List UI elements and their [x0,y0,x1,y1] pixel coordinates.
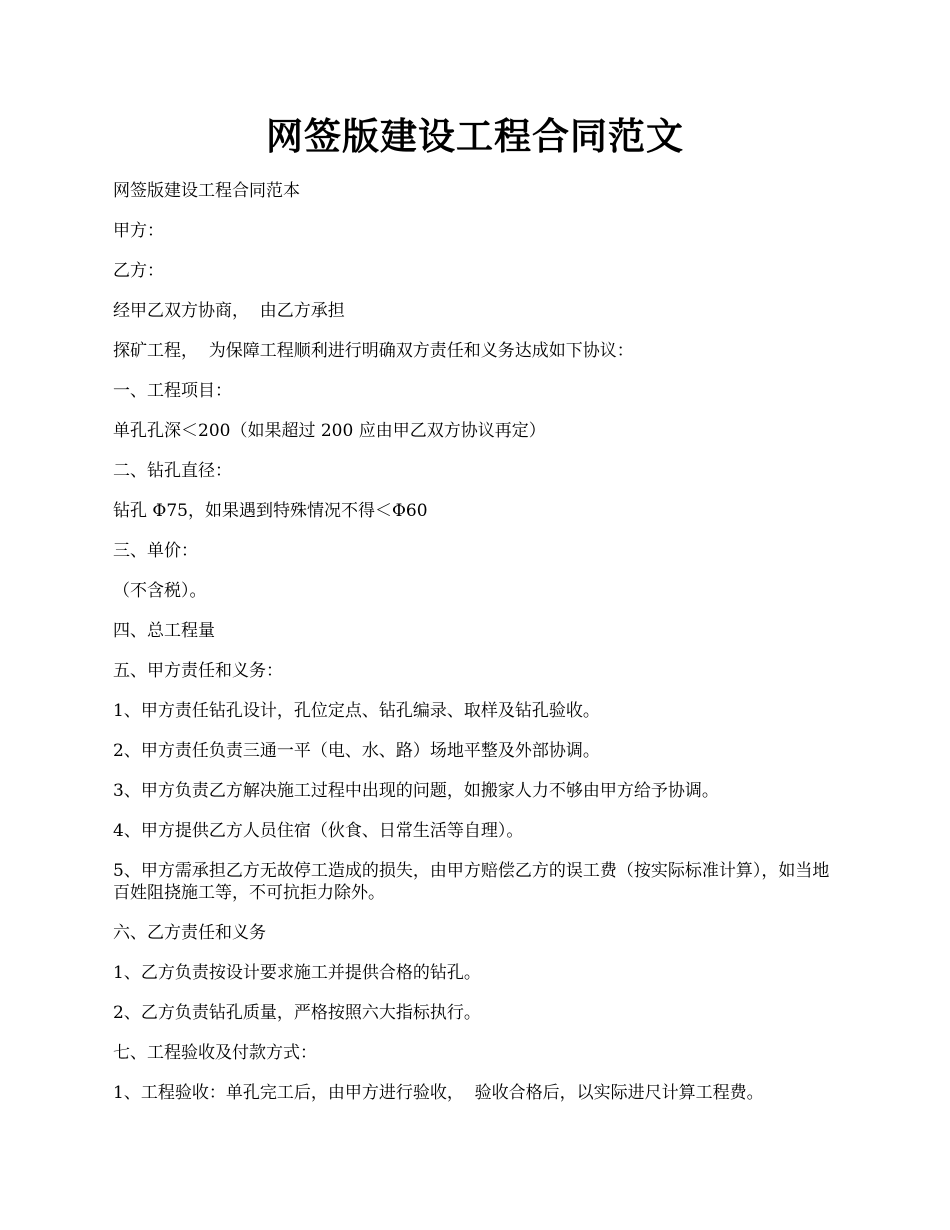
paragraph: 探矿工程， 为保障工程顺利进行明确双方责任和义务达成如下协议： [113,341,634,361]
document-title: 网签版建设工程合同范文 [266,114,684,158]
list-item: 4、甲方提供乙方人员住宿（伙食、日常生活等自理）。 [113,821,524,841]
list-item: 2、乙方负责钻孔质量，严格按照六大指标执行。 [113,1003,481,1023]
section-heading: 五、甲方责任和义务： [113,661,283,681]
list-item: 1、工程验收：单孔完工后，由甲方进行验收， 验收合格后，以实际进尺计算工程费。 [113,1083,764,1103]
section-heading: 六、乙方责任和义务 [113,923,266,943]
paragraph: （不含税）。 [113,581,207,601]
section-heading: 四、总工程量 [113,621,215,641]
document-body [113,180,845,1122]
section-heading: 三、单价： [113,541,198,561]
section-heading: 二、钻孔直径： [113,461,232,481]
section-heading: 七、工程验收及付款方式： [113,1043,317,1063]
list-item: 2、甲方责任负责三通一平（电、水、路）场地平整及外部协调。 [113,741,600,761]
list-item: 1、乙方负责按设计要求施工并提供合格的钻孔。 [113,963,481,983]
paragraph: 单孔孔深＜200（如果超过 200 应由甲乙双方协议再定） [113,421,546,441]
section-heading: 一、工程项目： [113,381,232,401]
paragraph-party-b: 乙方： [113,261,164,281]
list-item: 1、甲方责任钻孔设计，孔位定点、钻孔编录、取样及钻孔验收。 [113,701,600,721]
list-item: 3、甲方负责乙方解决施工过程中出现的问题，如搬家人力不够由甲方给予协调。 [113,781,719,801]
paragraph: 钻孔 Φ75，如果遇到特殊情况不得＜Φ60 [113,501,428,521]
paragraph-party-a: 甲方： [113,221,164,241]
list-item: 5、甲方需承担乙方无故停工造成的损失，由甲方赔偿乙方的误工费（按实际标准计算），如当地百姓阻挠施工等，不可抗拒力除外。 [113,861,830,903]
paragraph: 经甲乙双方协商， 由乙方承担 [113,301,345,321]
paragraph-subtitle: 网签版建设工程合同范本 [113,181,300,201]
